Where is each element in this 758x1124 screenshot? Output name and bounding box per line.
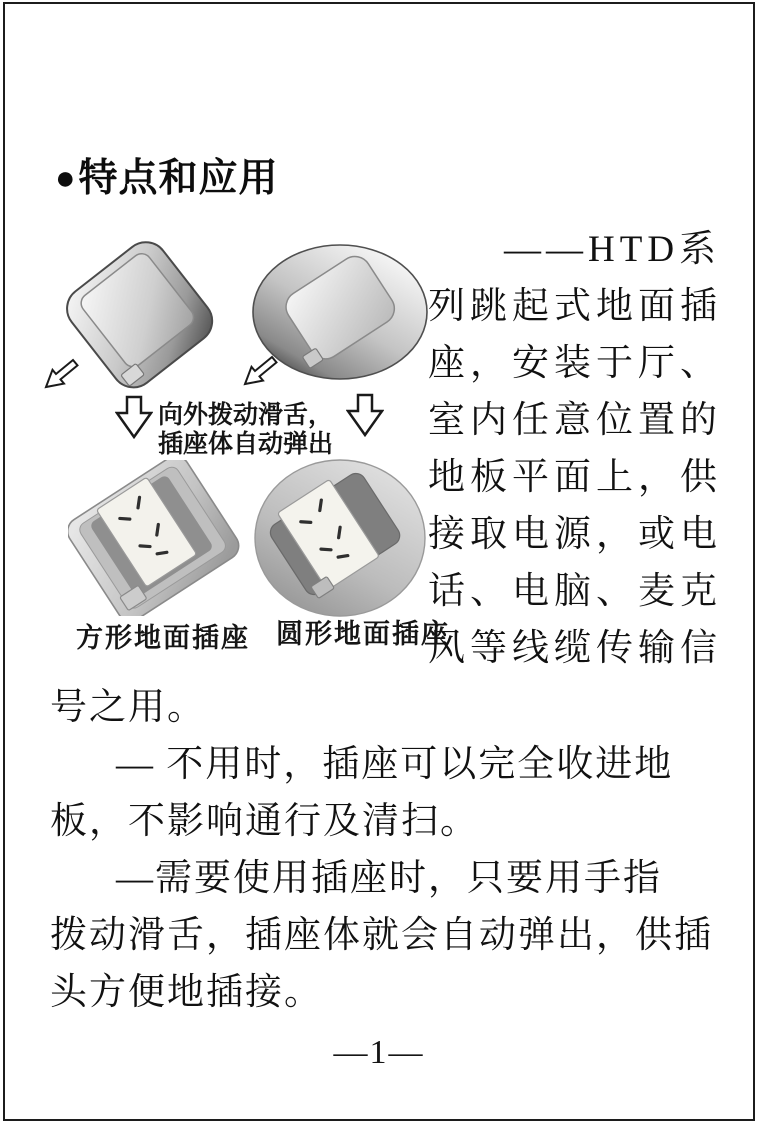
body-line: 座，安装于厅、 — [428, 343, 722, 384]
body-line: 风等线缆传输信 — [428, 628, 722, 669]
round-socket-label: 圆形地面插座 — [276, 619, 450, 649]
section-bullet-icon: ● — [55, 159, 77, 197]
figure-caption — [158, 401, 333, 459]
section-heading — [55, 147, 279, 203]
body-line: 头方便地插接。 — [50, 972, 323, 1013]
body-line: 地板平面上，供 — [428, 457, 722, 498]
arrow-down-icon — [115, 395, 153, 439]
arrow-down-left-icon — [42, 355, 82, 391]
square-floor-socket-closed-image — [58, 232, 220, 396]
arrow-down-left-icon — [241, 352, 281, 388]
body-line: 话、电脑、麦克 — [428, 571, 722, 612]
body-line: 接取电源，或电 — [428, 514, 722, 555]
body-full-width — [50, 679, 722, 1021]
body-line: 室内任意位置的 — [428, 400, 722, 441]
body-line: 列跳起式地面插 — [428, 286, 722, 327]
square-socket-label: 方形地面插座 — [76, 623, 250, 653]
body-line: ——HTD系 — [504, 229, 722, 270]
figure-caption-line2: 插座体自动弹出 — [158, 430, 334, 458]
body-line: 板，不影响通行及清扫。 — [50, 801, 479, 842]
body-line: 拨动滑舌，插座体就会自动弹出，供插 — [50, 915, 713, 956]
round-floor-socket-popped-image — [252, 458, 428, 618]
square-floor-socket-popped-image — [68, 460, 240, 616]
arrow-down-icon — [346, 393, 384, 437]
section-heading-label: 特点和应用 — [78, 157, 279, 200]
figure-caption-line1: 向外拨动滑舌， — [158, 401, 334, 429]
body-line: — 不用时，插座可以完全收进地 — [116, 744, 674, 785]
body-line: 号之用。 — [50, 687, 206, 728]
page-number: —1— — [333, 1034, 425, 1071]
body-right-column — [428, 221, 740, 677]
body-line: —需要使用插座时，只要用手指 — [116, 858, 662, 899]
